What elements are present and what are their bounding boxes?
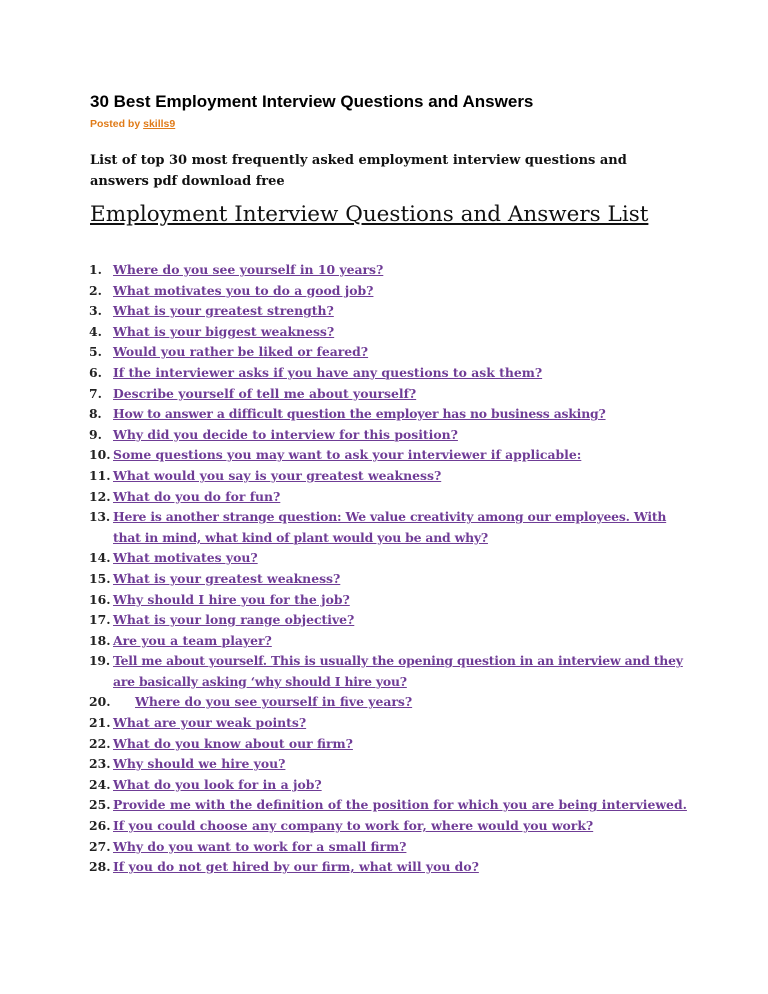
- question-link[interactable]: What is your greatest strength?: [113, 303, 334, 319]
- list-item: [89, 569, 689, 590]
- item-number: 23.: [89, 756, 111, 772]
- page-title: 30 Best Employment Interview Questions and Answers: [90, 92, 534, 111]
- item-number: 15.: [89, 570, 111, 586]
- question-link[interactable]: If you do not get hired by our firm, what will you do?: [113, 859, 479, 875]
- item-number: 8.: [89, 406, 102, 422]
- question-link[interactable]: What do you know about our firm?: [113, 735, 353, 751]
- item-number: 11.: [89, 467, 111, 483]
- item-number: 27.: [89, 838, 111, 854]
- item-number: 14.: [89, 550, 111, 566]
- list-item: [89, 363, 689, 384]
- question-link[interactable]: Why should we hire you?: [113, 756, 286, 772]
- question-link[interactable]: If you could choose any company to work for, where would you work?: [113, 818, 594, 834]
- item-number: 3.: [89, 303, 102, 319]
- question-link[interactable]: Describe yourself of tell me about yourself?: [113, 385, 417, 401]
- list-item: [89, 692, 689, 713]
- item-number: 2.: [89, 282, 102, 298]
- item-number: 5.: [89, 344, 102, 360]
- question-link[interactable]: What is your biggest weakness?: [113, 323, 335, 339]
- item-number: 13.: [89, 509, 110, 525]
- list-item: [89, 404, 689, 425]
- question-link[interactable]: What motivates you to do a good job?: [113, 282, 374, 298]
- item-number: 19.: [89, 653, 110, 669]
- item-number: 17.: [89, 612, 111, 628]
- list-item: [89, 322, 689, 343]
- list-item: [89, 342, 689, 363]
- list-item: [89, 260, 689, 281]
- list-item: [89, 466, 689, 487]
- item-number: 22.: [89, 735, 111, 751]
- item-number: 12.: [89, 488, 111, 504]
- question-link[interactable]: How to answer a difficult question the employer has no business asking?: [113, 406, 606, 422]
- list-item: [89, 548, 689, 569]
- question-link[interactable]: If the interviewer asks if you have any questions to ask them?: [113, 364, 543, 380]
- item-number: 10.: [89, 447, 111, 463]
- list-item: [89, 734, 689, 755]
- question-link[interactable]: Some questions you may want to ask your interviewer if applicable:: [113, 447, 582, 463]
- list-item: [89, 590, 689, 611]
- item-number: 26.: [89, 818, 111, 834]
- question-link[interactable]: What is your greatest weakness?: [113, 570, 341, 586]
- list-item: [89, 754, 689, 775]
- list-heading: Employment Interview Questions and Answers List: [90, 202, 649, 227]
- question-link[interactable]: What is your long range objective?: [113, 612, 355, 628]
- author-link[interactable]: skills9: [143, 118, 176, 130]
- posted-by-line: [90, 118, 175, 130]
- question-link[interactable]: Why should I hire you for the job?: [113, 591, 350, 607]
- item-number: 20.: [89, 694, 111, 710]
- question-link[interactable]: Tell me about yourself. This is usually the opening question in an interview and they are basically asking ‘why should I hire you?: [113, 653, 683, 689]
- list-item: [89, 816, 689, 837]
- item-number: 6.: [89, 364, 102, 380]
- item-number: 28.: [89, 859, 111, 875]
- question-link[interactable]: Where do you see yourself in 10 years?: [113, 262, 384, 277]
- list-item: [89, 507, 689, 548]
- list-item: [89, 610, 689, 631]
- item-number: 4.: [89, 323, 102, 339]
- list-item: [89, 795, 689, 816]
- question-link[interactable]: Why did you decide to interview for this position?: [113, 426, 458, 442]
- item-number: 1.: [89, 262, 102, 277]
- question-link[interactable]: What would you say is your greatest weakness?: [113, 467, 442, 483]
- question-link[interactable]: Provide me with the definition of the position for which you are being interviewed.: [113, 797, 687, 813]
- list-item: [89, 425, 689, 446]
- question-link[interactable]: What do you do for fun?: [113, 488, 281, 504]
- question-link[interactable]: Are you a team player?: [113, 632, 272, 648]
- item-number: 25.: [89, 797, 111, 813]
- list-item: [89, 837, 689, 858]
- list-item: [89, 775, 689, 796]
- item-number: 24.: [89, 776, 111, 792]
- item-number: 16.: [89, 591, 111, 607]
- item-number: 18.: [89, 632, 111, 648]
- list-item: [89, 281, 689, 302]
- question-link[interactable]: Where do you see yourself in five years?: [135, 694, 413, 710]
- question-link[interactable]: Would you rather be liked or feared?: [113, 344, 369, 360]
- item-number: 7.: [89, 385, 102, 401]
- intro-paragraph: List of top 30 most frequently asked employment interview questions and answers pdf download free: [90, 153, 627, 189]
- item-number: 9.: [89, 426, 102, 442]
- questions-list: [89, 260, 689, 878]
- question-link[interactable]: What do you look for in a job?: [113, 776, 322, 792]
- list-item: [89, 445, 689, 466]
- question-link[interactable]: Here is another strange question: We value creativity among our employees. With that in mind, what kind of plant would you be and why?: [113, 509, 667, 545]
- list-item: [89, 857, 689, 878]
- posted-by-label: Posted by: [90, 118, 141, 130]
- list-item: [89, 713, 689, 734]
- list-item: [89, 487, 689, 508]
- question-link[interactable]: What are your weak points?: [113, 715, 307, 731]
- list-item: [89, 384, 689, 405]
- list-item: [89, 651, 689, 692]
- item-number: 21.: [89, 715, 111, 731]
- question-link[interactable]: Why do you want to work for a small firm?: [113, 838, 407, 854]
- list-item: [89, 631, 689, 652]
- question-link[interactable]: What motivates you?: [113, 550, 258, 566]
- list-item: [89, 301, 689, 322]
